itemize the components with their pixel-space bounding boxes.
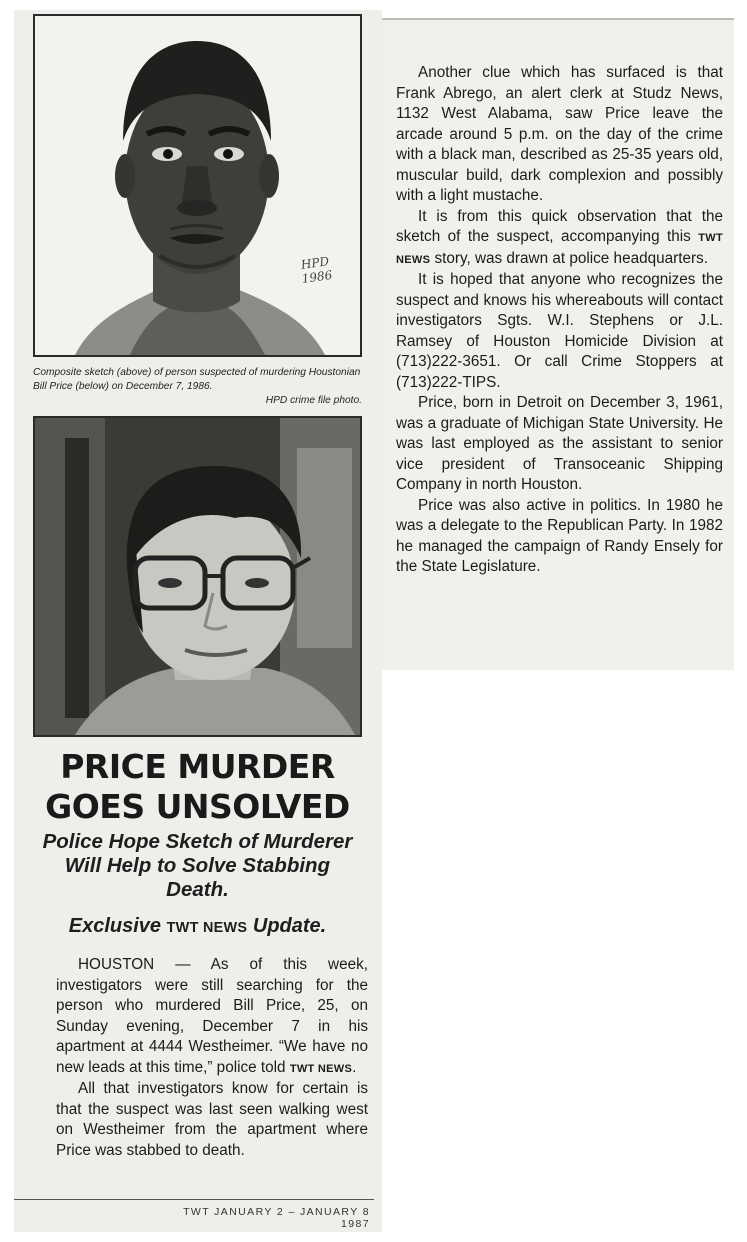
- exclusive-pre: Exclusive: [68, 915, 167, 937]
- exclusive-brand: TWT NEWS: [166, 920, 248, 936]
- caption-text: Composite sketch (above) of person suspected of murdering Houstonian Bill Price (below) on December 7, 1986.: [33, 367, 361, 392]
- caption-credit: HPD crime file photo.: [265, 395, 362, 406]
- paragraph: Price, born in Detroit on December 3, 1961, was a graduate of Michigan State University. He was last employed as the assistant to senior vice president of Transoceanic Shipping Company in north Houston.: [396, 394, 723, 493]
- paragraph: Price was also active in politics. In 1980 he was a delegate to the Republican Party. In 1982 he managed the campaign of Randy Ensely for the State Legislature.: [396, 496, 723, 575]
- footer-rule: [14, 1199, 374, 1200]
- composite-sketch: [33, 14, 362, 357]
- subheadline: Police Hope Sketch of Murderer Will Help to Solve Stabbing Death.: [42, 830, 353, 901]
- paragraph: All that investigators know for certain is that the suspect was last seen walking west on Westheimer from the apartment where Price was stabbed to death.: [56, 1080, 368, 1159]
- right-article-body: [396, 63, 723, 578]
- exclusive-post: Update.: [247, 915, 327, 937]
- paragraph-text: HOUSTON — As of this week, investigators were still searching for the person who murdered Bill Price, 25, on Sunday evening, December 7 in his apartment at 4444 Westheimer. “We have no new leads at this time,” police told: [56, 956, 368, 1076]
- paragraph: Another clue which has surfaced is that Frank Abrego, an alert clerk at Studz News, 1132 West Alabama, saw Price leave the arcade around 5 p.m. on the day of the crime with a black man, described as 25-35 years old, muscular build, dark complexion and possibly with a light mustache.: [396, 64, 723, 204]
- left-article-body: [56, 955, 368, 1161]
- victim-photo: [33, 416, 362, 737]
- paragraph: [56, 955, 368, 1079]
- headline-line-1: PRICE MURDER: [60, 747, 335, 786]
- photo-caption: [33, 366, 362, 408]
- paragraph-text: story, was drawn at police headquarters.: [430, 249, 708, 267]
- headline: [33, 747, 362, 827]
- sketch-signature: HPD 1986: [300, 254, 334, 286]
- paragraph: [396, 207, 723, 271]
- exclusive-tag: [33, 913, 362, 941]
- clipping-edge: [382, 18, 734, 20]
- paragraph: It is hoped that anyone who recognizes the suspect and knows his whereabouts will contact investigators Sgts. W.I. Stephens or J.L. Ramsey of Houston Homicide Division at (713)222-3651. Or call Crime Stoppers at (713)222-TIPS.: [396, 271, 723, 391]
- paragraph-end: .: [352, 1058, 357, 1076]
- headline-line-2: GOES UNSOLVED: [45, 787, 350, 826]
- brand-name: TWT NEWS: [289, 1062, 353, 1075]
- page-footer: TWT JANUARY 2 – JANUARY 8 1987: [183, 1206, 370, 1230]
- paragraph-text: It is from this quick observation that the sketch of the suspect, accompanying this: [396, 207, 723, 245]
- brand-name: TWT NEWS: [396, 232, 723, 266]
